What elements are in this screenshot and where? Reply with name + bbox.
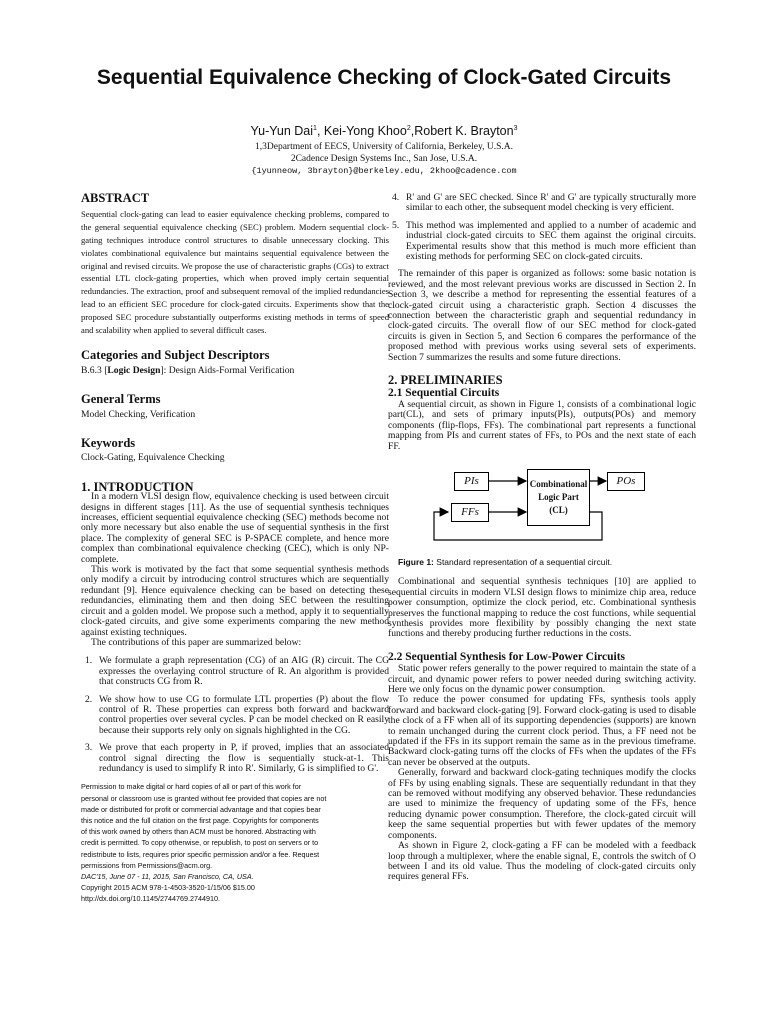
abstract-block xyxy=(81,208,389,336)
author-sup: 2 xyxy=(406,124,411,132)
low-power-paragraph-4: As shown in Figure 2, clock-gating a FF can be modeled with a feedback loop through a multiplexer, where the enable signal, E, controls the switch of O between I and its old value. Thus the modeling of clock-gated circuits only requires general FFs. xyxy=(388,840,696,883)
footnote-line: Copyright 2015 ACM 978-1-4503-3520-1/15/06 $15.00 xyxy=(81,883,255,893)
intro-paragraph-3: The contributions of this paper are summarized below: xyxy=(91,636,302,648)
list-number: 4. xyxy=(392,192,400,203)
intro-paragraph-1: In a modern VLSI design flow, equivalence checking is used between circuit designs in different stages [11]. As the use of sequential synthesis techniques increases, efficient sequential equivalence checking (SEC) methods become not only more necessary but also enable the use of sequential synthesis in the first place. The complexity of general SEC is P-SPACE complete, and hence more complex than combinational equivalence checking (CEC), which is only NP-complete. xyxy=(81,491,389,565)
categories-heading: Categories and Subject Descriptors xyxy=(81,348,270,363)
footnote-line: permissions from Permissions@acm.org. xyxy=(81,860,213,870)
footnote-line: Permission to make digital or hard copies of all or part of this work for xyxy=(81,782,302,792)
footnote-line: credit is permitted. To copy otherwise, or republish, to post on servers or to xyxy=(81,838,319,848)
figure-1 xyxy=(388,456,696,551)
abstract-text: Sequential clock-gating can lead to easier equivalence checking problems, compared to the general sequential equivalence checking (SEC) problem. Modern sequential clock-gating techniques introduce control structures to disable unnecessary clocking. This violates combinational equivalence but maintains sequential equivalence between the original and revised circuits. We propose the use of characteristic graphs (CGs) to extract essential LTL clock-gating properties, which when proved imply certain sequential redundancies. The extraction, proof and subsequent removal of the implied redundancies lead to an efficient SEC procedure for clock-gated circuits. Experiments show that the proposed SEC procedure substantially outperforms existing methods in terms of speed and scalability when applied to several difficult cases. xyxy=(81,209,389,335)
footnote-line: made or distributed for profit or commercial advantage and that copies bear xyxy=(81,804,321,814)
footnote-line: redistribute to lists, requires prior specific permission and/or a fee. Request xyxy=(81,849,320,859)
list-text: R' and G' are SEC checked. Since R' and G' are typically structurally more similar to each other, the subsequent model checking is very efficient. xyxy=(406,192,696,214)
pis-box: PIs xyxy=(454,472,489,491)
list-item xyxy=(81,656,389,687)
footnote-line: of this work owned by others than ACM must be honored. Abstracting with xyxy=(81,827,316,837)
right-column xyxy=(388,193,696,883)
intro-paragraph-2: This work is motivated by the fact that some sequential synthesis methods only modify a circuit by introducing control structures which are sequentially redundant [9]. Hence equivalence checking can be based on detecting these redundancies, eliminating them and then doing SEC between the resulting circuit and a golden model. We propose such a method, apply it to sequentially clock-gated circuits, and give some experiments comparing the new method against existing techniques. xyxy=(81,564,389,638)
abstract-heading: ABSTRACT xyxy=(81,191,150,205)
sequential-circuits-paragraph: A sequential circuit, as shown in Figure 1, consists of a combinational logic part(CL), and sets of primary inputs(PIs), outputs(POs) and memory components (flip-flops, FFs). The combinational part represents a functional mapping from PIs and current states of FFs, to POs and the next state of each FF. xyxy=(388,398,696,452)
list-text: We prove that each property in P, if proved, implies that an associated control signal directing the flow is sequentially stuck-at-1. This redundancy is used to simplify R into R'. Similarly, G is simplified to G'. xyxy=(99,742,389,774)
author-line: Yu-Yun Dai$^1$, Kei-Yong Khoo$^2$,Robert K. Brayton$^3$ xyxy=(250,124,518,138)
list-text: This method was implemented and applied to a number of academic and industrial clock-gated circuits to SEC them against the original circuits. Experimental results show that this method is much more efficient than existing methods for performing SEC on clock-gated circuits. xyxy=(406,219,696,263)
logic-label-line-2: Logic Part (CL) xyxy=(538,491,579,515)
footnote-line: personal or classroom use is granted without fee provided that copies are not xyxy=(81,793,327,803)
preliminaries-heading: 2. PRELIMINARIES xyxy=(388,373,503,388)
contributions-list-continued xyxy=(388,193,696,262)
figure-caption-text: Standard representation of a sequential circuit. xyxy=(436,556,613,567)
author-name: Yu-Yun Dai xyxy=(250,124,314,138)
logic-label-line-1: Combinational xyxy=(529,478,588,489)
list-text: We show how to use CG to formulate LTL properties (P) about the flow control of R. These properties can express both forward and backward control properties over several cycles. P can be model checked on R easily because their supports rely only on signals highlighted in the CG. xyxy=(99,693,389,736)
affiliation-2: 2Cadence Design Systems Inc., San Jose, U.S.A. xyxy=(290,154,478,164)
category-rest: : Design Aids-Formal Verification xyxy=(163,364,295,376)
list-number: 5. xyxy=(392,219,400,231)
introduction-heading: 1. INTRODUCTION xyxy=(81,479,194,494)
subsection-heading-2-2: 2.2 Sequential Synthesis for Low-Power Circuits xyxy=(388,650,626,663)
keywords-heading: Keywords xyxy=(81,436,136,450)
remainder-paragraph: The remainder of this paper is organized as follows: some basic notation is reviewed, and the most relevant previous works are discussed in Section 2. In Section 3, we describe a method for representing the essential features of a clock-gated circuit using a characteristic graph. Section 4 discusses the connection between the characteristic graph and sequential redundancy in clock-gated circuits. The overall flow of our SEC method for clock-gated circuits is given in Section 5, and Section 6 compares the performance of the proposed method with previous works using several sets of experiments. Section 7 summarizes the results and some future directions. xyxy=(388,268,696,363)
pos-box: POs xyxy=(607,472,645,491)
list-number: 2. xyxy=(85,693,93,705)
list-item xyxy=(81,695,389,737)
left-column xyxy=(81,193,389,905)
copyright-footnote xyxy=(81,781,389,904)
list-number: 3. xyxy=(85,742,93,754)
author-name: Kei-Yong Khoo xyxy=(323,124,407,138)
keywords-text: Clock-Gating, Equivalence Checking xyxy=(81,452,225,464)
synthesis-paragraph: Combinational and sequential synthesis techniques [10] are applied to sequential circuits in modern VLSI design flows to minimize chip area, reduce power consumption, optimize the clock period, etc. Combinational synthesis preserves the functional mapping to reduce the cost functions, while sequential synthesis provides more flexibility by possibly changing the next state functions and thereby producing further reductions in the costs. xyxy=(388,576,696,640)
categories-text: B.6.3 [Logic Design]: Design Aids-Formal Verification xyxy=(81,364,295,376)
footnote-line: DAC'15, June 07 - 11, 2015, San Francisco, CA, USA. xyxy=(81,872,254,881)
subsection-heading-2-1: 2.1 Sequential Circuits xyxy=(388,386,500,399)
footnote-line: this notice and the full citation on the first page. Copyrights for components xyxy=(81,815,319,825)
affiliation-1: 1,3Department of EECS, University of California, Berkeley, U.S.A. xyxy=(255,142,513,152)
general-terms-heading: General Terms xyxy=(81,392,161,407)
low-power-paragraph-2: To reduce the power consumed for updating FFs, synthesis tools apply forward and backward clock-gating [9]. Forward clock-gating is used to disable the clock of a FF when all of its supporting dependencies (supports) are known to remain unchanged during the current clock period. Thus, a FF need not be updated if the FFs in its support remain the same as in the previous timeframe. Backward clock-gating turns off the clocks of FFs when the updates of the FFs can never be observed at the outputs. xyxy=(388,694,696,768)
low-power-paragraph-1: Static power refers generally to the power required to maintain the state of a circuit, and dynamic power refers to power needed during switching activity. Here we only focus on the dynamic power consumption. xyxy=(388,663,696,695)
paper-title: Sequential Equivalence Checking of Clock-Gated Circuits xyxy=(96,66,672,89)
list-item xyxy=(81,743,389,774)
contributions-list xyxy=(81,656,389,774)
list-number: 1. xyxy=(85,655,93,667)
author-sup: 3 xyxy=(513,124,518,132)
low-power-paragraph-3: Generally, forward and backward clock-gating techniques modify the clocks of FFs by using enabling signals. These are sequentially redundant in that they can be removed without modifying any observed behavior. These redundancies are used to minimize the frequency of updating some of the FFs, hence reducing dynamic power consumption. Therefore, the clock-gated circuit will keep the same sequential properties but with fewer updates of the memory components. xyxy=(388,767,696,841)
figure-1-caption xyxy=(398,557,696,567)
list-item xyxy=(388,221,696,263)
author-name: Robert K. Brayton xyxy=(414,124,514,138)
affiliation-emails: {1yunneow, 3brayton}@berkeley.edu, 2khoo@cadence.com xyxy=(251,166,517,176)
category-bold: Logic Design xyxy=(107,364,161,376)
list-text: We formulate a graph representation (CG) of an AIG (R) circuit. The CG expresses the overlaying control structure of R. An algorithm is provided that constructs CG from R. xyxy=(99,655,389,688)
general-terms-text: Model Checking, Verification xyxy=(81,408,196,420)
figure-label: Figure 1: xyxy=(398,556,434,567)
list-item xyxy=(388,193,696,214)
footnote-line: http://dx.doi.org/10.1145/2744769.2744910. xyxy=(81,894,220,904)
category-code: B.6.3 xyxy=(81,364,102,376)
author-sup: 1 xyxy=(313,124,317,132)
combinational-logic-box xyxy=(527,469,590,526)
ffs-box: FFs xyxy=(451,503,489,522)
